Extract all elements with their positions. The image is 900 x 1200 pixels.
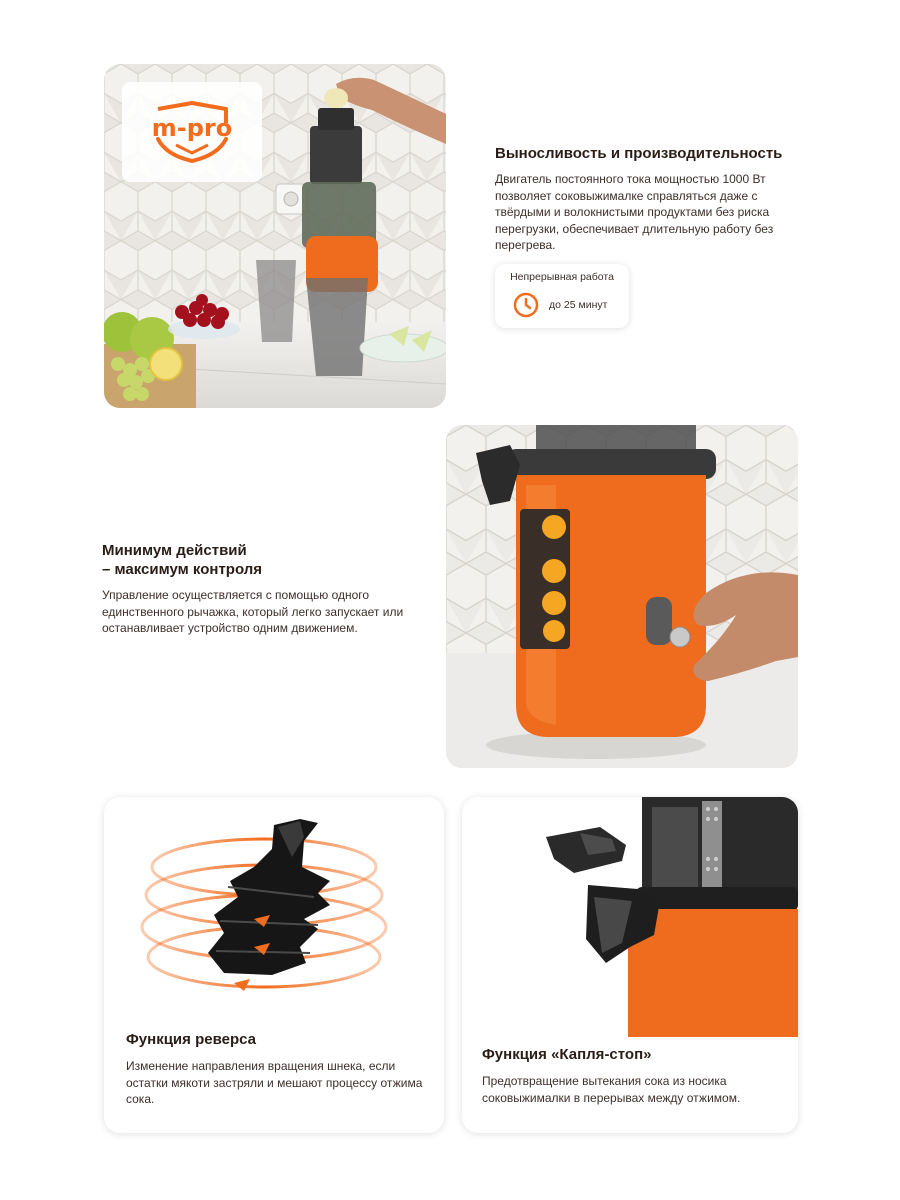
drip-stop-title: Функция «Капля-стоп» bbox=[482, 1046, 652, 1063]
reverse-body: Изменение направления вращения шнека, если остатки мякоти застряли и мешают процессу отжима сока. bbox=[126, 1059, 423, 1106]
section-body-endurance: Двигатель постоянного тока мощностью 1000 Вт позволяет соковыжималке справляться даже с твёрдыми и волокнистыми продуктами без риска перегрузки, обеспечивает длительную работу без перегрева. bbox=[495, 172, 774, 252]
badge-label: Непрерывная работа bbox=[510, 271, 614, 283]
reverse-function-card bbox=[104, 797, 444, 1133]
clock-icon bbox=[513, 292, 539, 318]
section-title-control bbox=[102, 541, 362, 579]
section-title-control-line2: – максимум контроля bbox=[102, 561, 263, 578]
juicer-kitchen-photo bbox=[104, 64, 446, 408]
drip-stop-card bbox=[462, 797, 798, 1133]
juicer-lever-photo bbox=[446, 425, 798, 768]
drip-stop-illustration bbox=[462, 797, 798, 1037]
brand-logo bbox=[122, 82, 262, 182]
auger-illustration bbox=[104, 797, 444, 1022]
continuous-work-badge bbox=[495, 264, 629, 328]
section-title-endurance: Выносливость и производительность bbox=[495, 145, 783, 162]
section-title-control-line1: Минимум действий bbox=[102, 542, 247, 559]
mpro-shield-logo-icon bbox=[136, 101, 248, 163]
hexagon-tile-wall bbox=[446, 425, 798, 768]
section-body-control: Управление осуществляется с помощью одного единственного рычажка, который легко запускает или останавливает устройство одним движением. bbox=[102, 588, 404, 635]
badge-value: до 25 минут bbox=[549, 299, 608, 311]
logo-text: m-pro bbox=[151, 114, 233, 142]
drip-stop-body: Предотвращение вытекания сока из носика соковыжималки в перерывах между отжимом. bbox=[482, 1074, 741, 1105]
reverse-title: Функция реверса bbox=[126, 1031, 256, 1048]
